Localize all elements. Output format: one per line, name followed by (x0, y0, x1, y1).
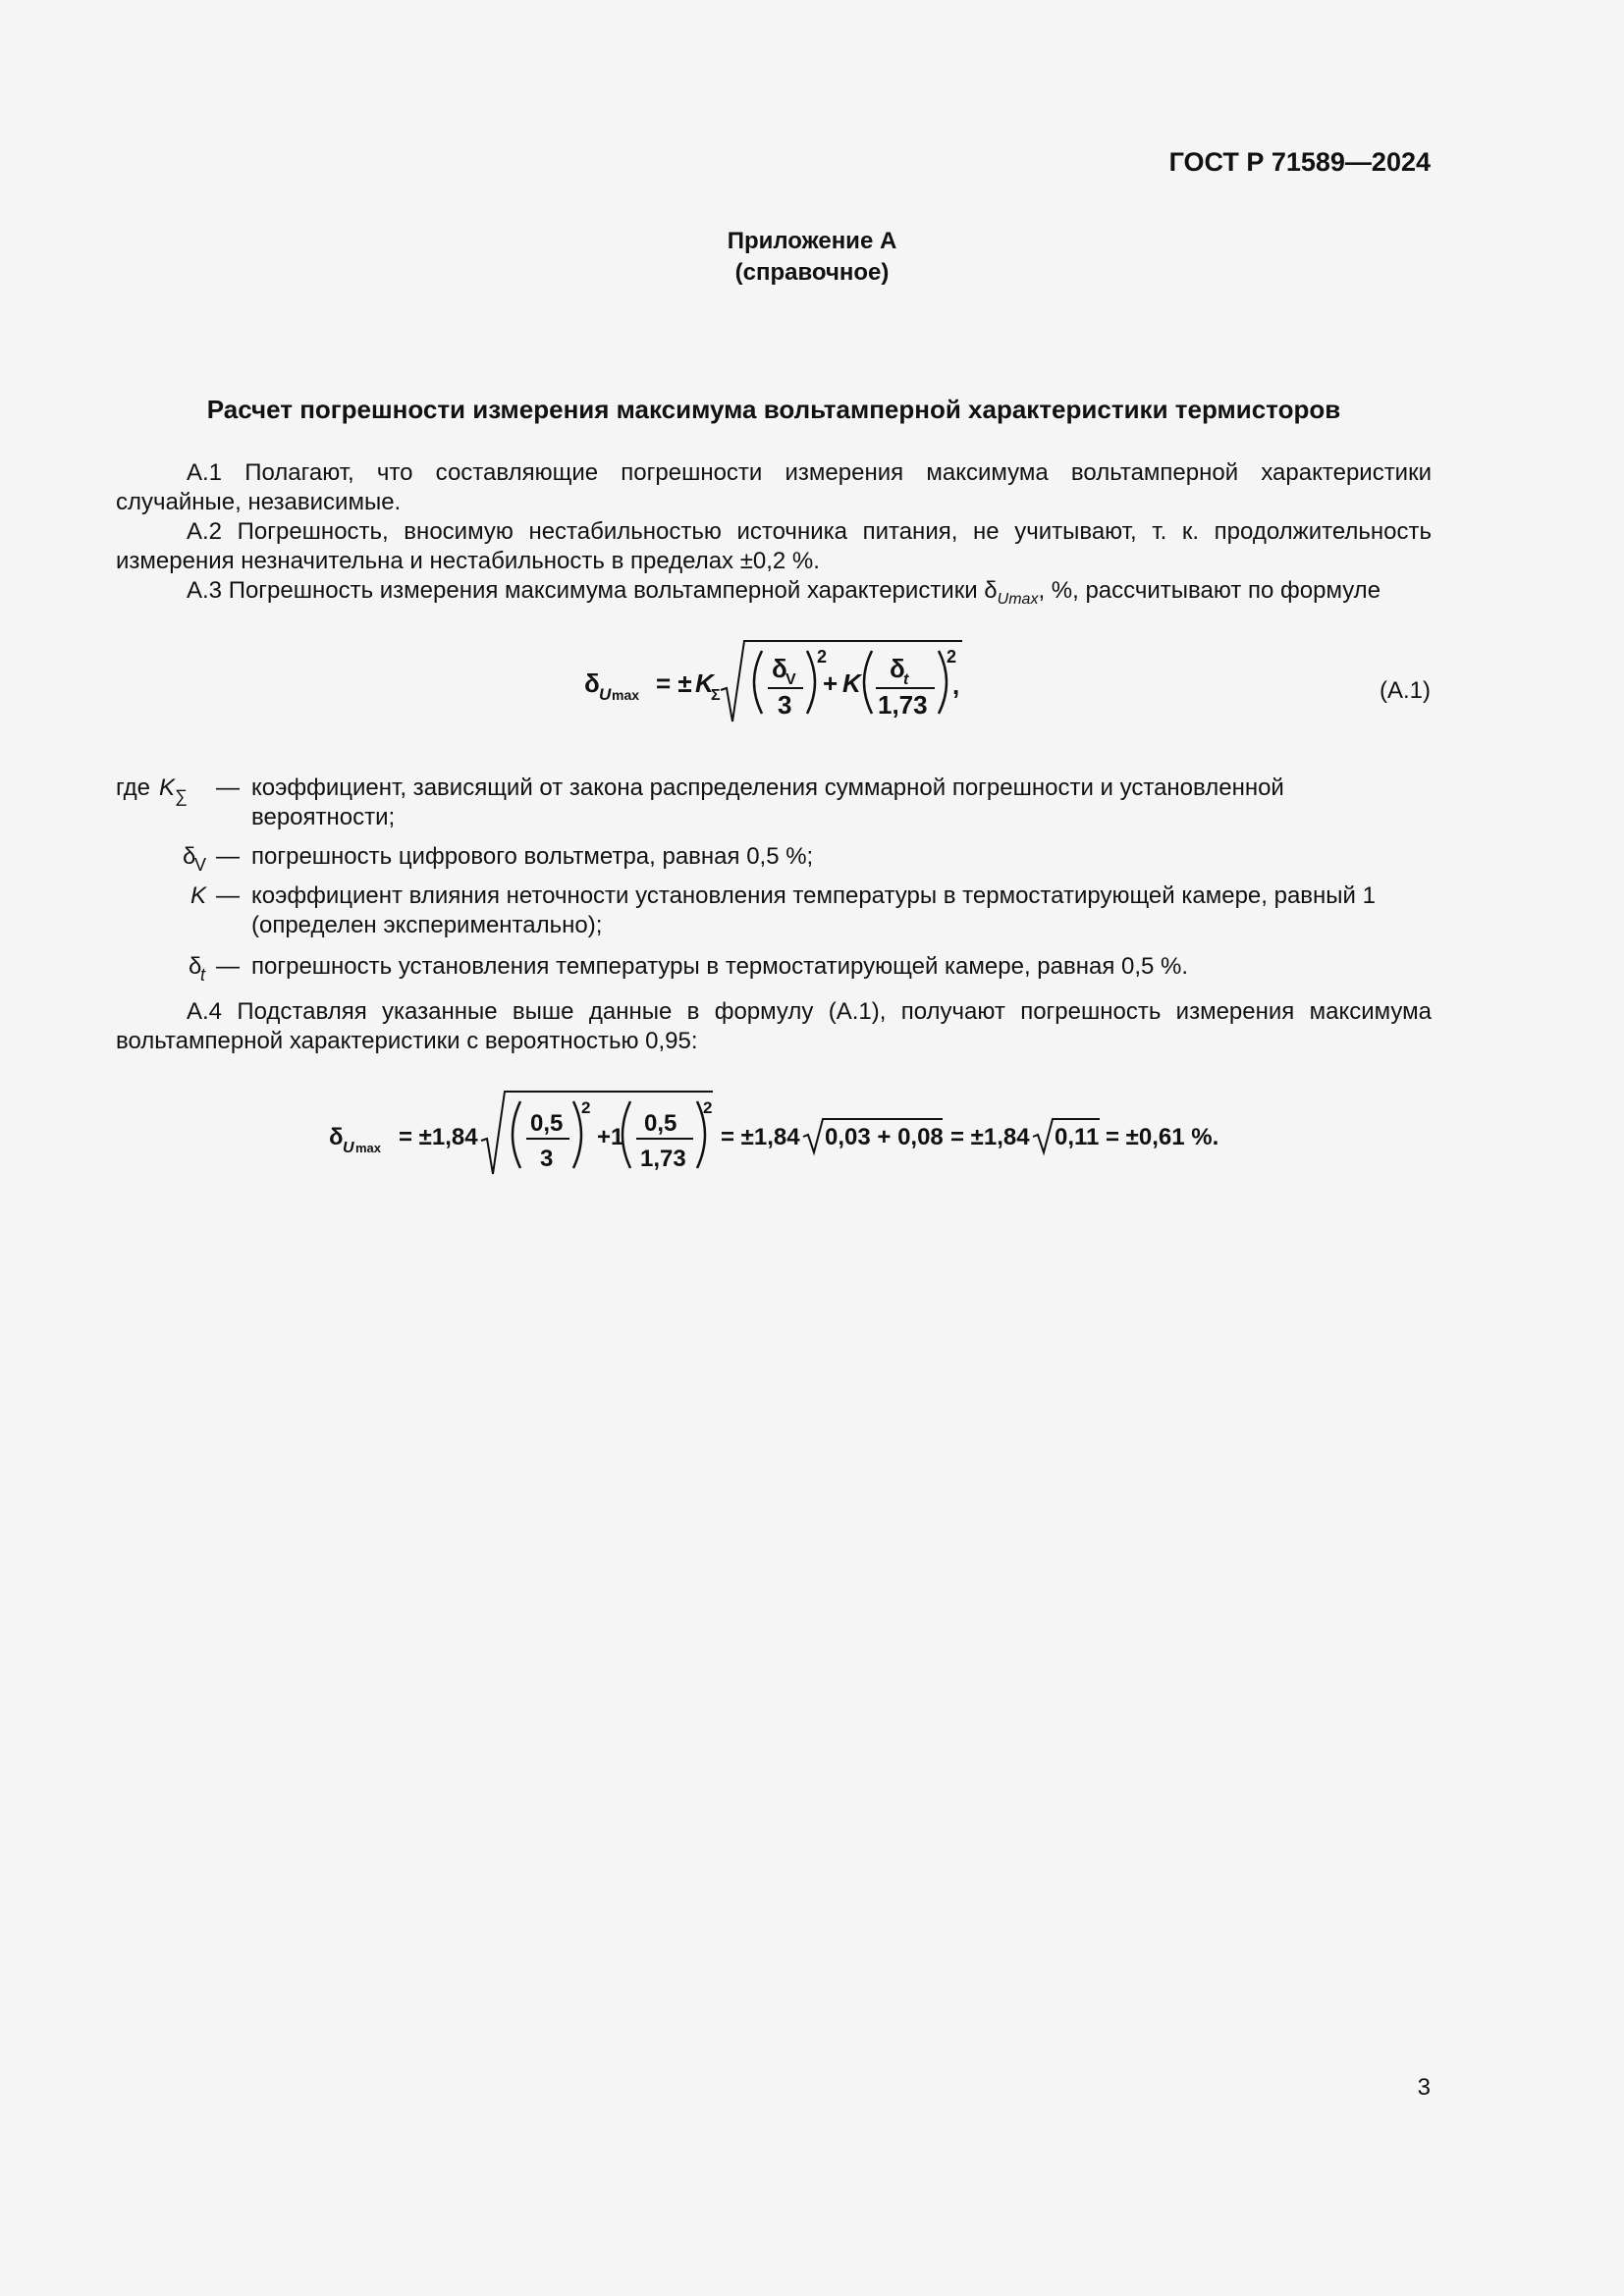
formula-number: (А.1) (1379, 677, 1431, 704)
svg-text:+: + (823, 668, 839, 698)
svg-text:U: U (343, 1140, 354, 1156)
svg-text:V: V (785, 671, 796, 688)
svg-text:+1: +1 (597, 1124, 624, 1150)
svg-text:2: 2 (947, 647, 957, 667)
annex-title: Приложение А (727, 228, 897, 254)
svg-text:K: K (842, 668, 861, 698)
svg-text:= ±1,84: = ±1,84 (721, 1124, 800, 1150)
svg-text:1,73: 1,73 (878, 690, 928, 720)
svg-text:max: max (355, 1141, 382, 1155)
paragraph-a2: А.2 Погрешность, вносимую нестабильностью источника питания, не учитывают, т. к. продолжительность измерения незначительна и нестабильность в пределах ±0,2 %. (116, 518, 1432, 574)
svg-text:,: , (952, 670, 960, 700)
annex-heading (0, 226, 1624, 289)
paragraph-a3: А.3 Погрешность измерения максимума вольтамперной характеристики $\delta_{Umax}$, %, рассчитывают по формуле (187, 577, 1381, 608)
svg-text:= ±1,84: = ±1,84 (950, 1124, 1030, 1150)
svg-text:t: t (903, 671, 909, 688)
svg-text:0,03 + 0,08: 0,03 + 0,08 (825, 1124, 944, 1150)
section-title: Расчет погрешности измерения максимума вольтамперной характеристики термисторов (206, 395, 1341, 424)
svg-text:= ±0,61 %.: = ±0,61 %. (1106, 1124, 1219, 1150)
svg-text:2: 2 (581, 1098, 591, 1117)
paragraph-a4: А.4 Подставляя указанные выше данные в формулу (А.1), получают погрешность измерения максимума вольтамперной характеристики с вероятностью 0,95: (116, 998, 1432, 1054)
svg-text:δ: δ (584, 668, 600, 698)
svg-text:0,5: 0,5 (644, 1110, 677, 1137)
svg-text:δ: δ (772, 654, 787, 683)
svg-text:U: U (599, 685, 612, 704)
formula-a4-calculation (324, 1080, 1227, 1188)
svg-text:Σ: Σ (711, 687, 721, 704)
svg-text:max: max (612, 687, 640, 703)
svg-text:2: 2 (703, 1098, 713, 1117)
svg-text:0,11: 0,11 (1055, 1124, 1100, 1150)
svg-text:2: 2 (817, 647, 828, 667)
svg-text:δ: δ (329, 1124, 344, 1150)
definitions-list: где K ∑ — коэффициент, зависящий от закона распределения суммарной погрешности и установленной вероятности; δ V — погрешность цифрового вольтметра, равная 0,5 %; K — коэффициент влияния неточности установления температуры в термостатирующей камере, равный 1 (определен экспериментально); δ t — погрешность установления температуры в термостатирующей камере, равная 0,5 %. (116, 774, 1376, 985)
annex-status: (справочное) (734, 259, 890, 286)
svg-text:δ: δ (890, 654, 905, 683)
svg-text:= ±1,84: = ±1,84 (399, 1124, 478, 1150)
svg-text:1,73: 1,73 (640, 1146, 686, 1172)
svg-text:= ±: = ± (656, 668, 692, 698)
svg-text:K: K (695, 668, 714, 698)
page-number: 3 (1417, 2074, 1431, 2101)
formula-a1 (579, 633, 992, 731)
standard-designation: ГОСТ Р 71589—2024 (1168, 147, 1431, 177)
paragraph-a1: А.1 Полагают, что составляющие погрешности измерения максимума вольтамперной характеристики случайные, независимые. (116, 459, 1432, 515)
where-label: где (116, 774, 151, 801)
svg-text:0,5: 0,5 (530, 1110, 564, 1137)
svg-text:3: 3 (778, 690, 792, 720)
svg-text:3: 3 (540, 1146, 554, 1172)
